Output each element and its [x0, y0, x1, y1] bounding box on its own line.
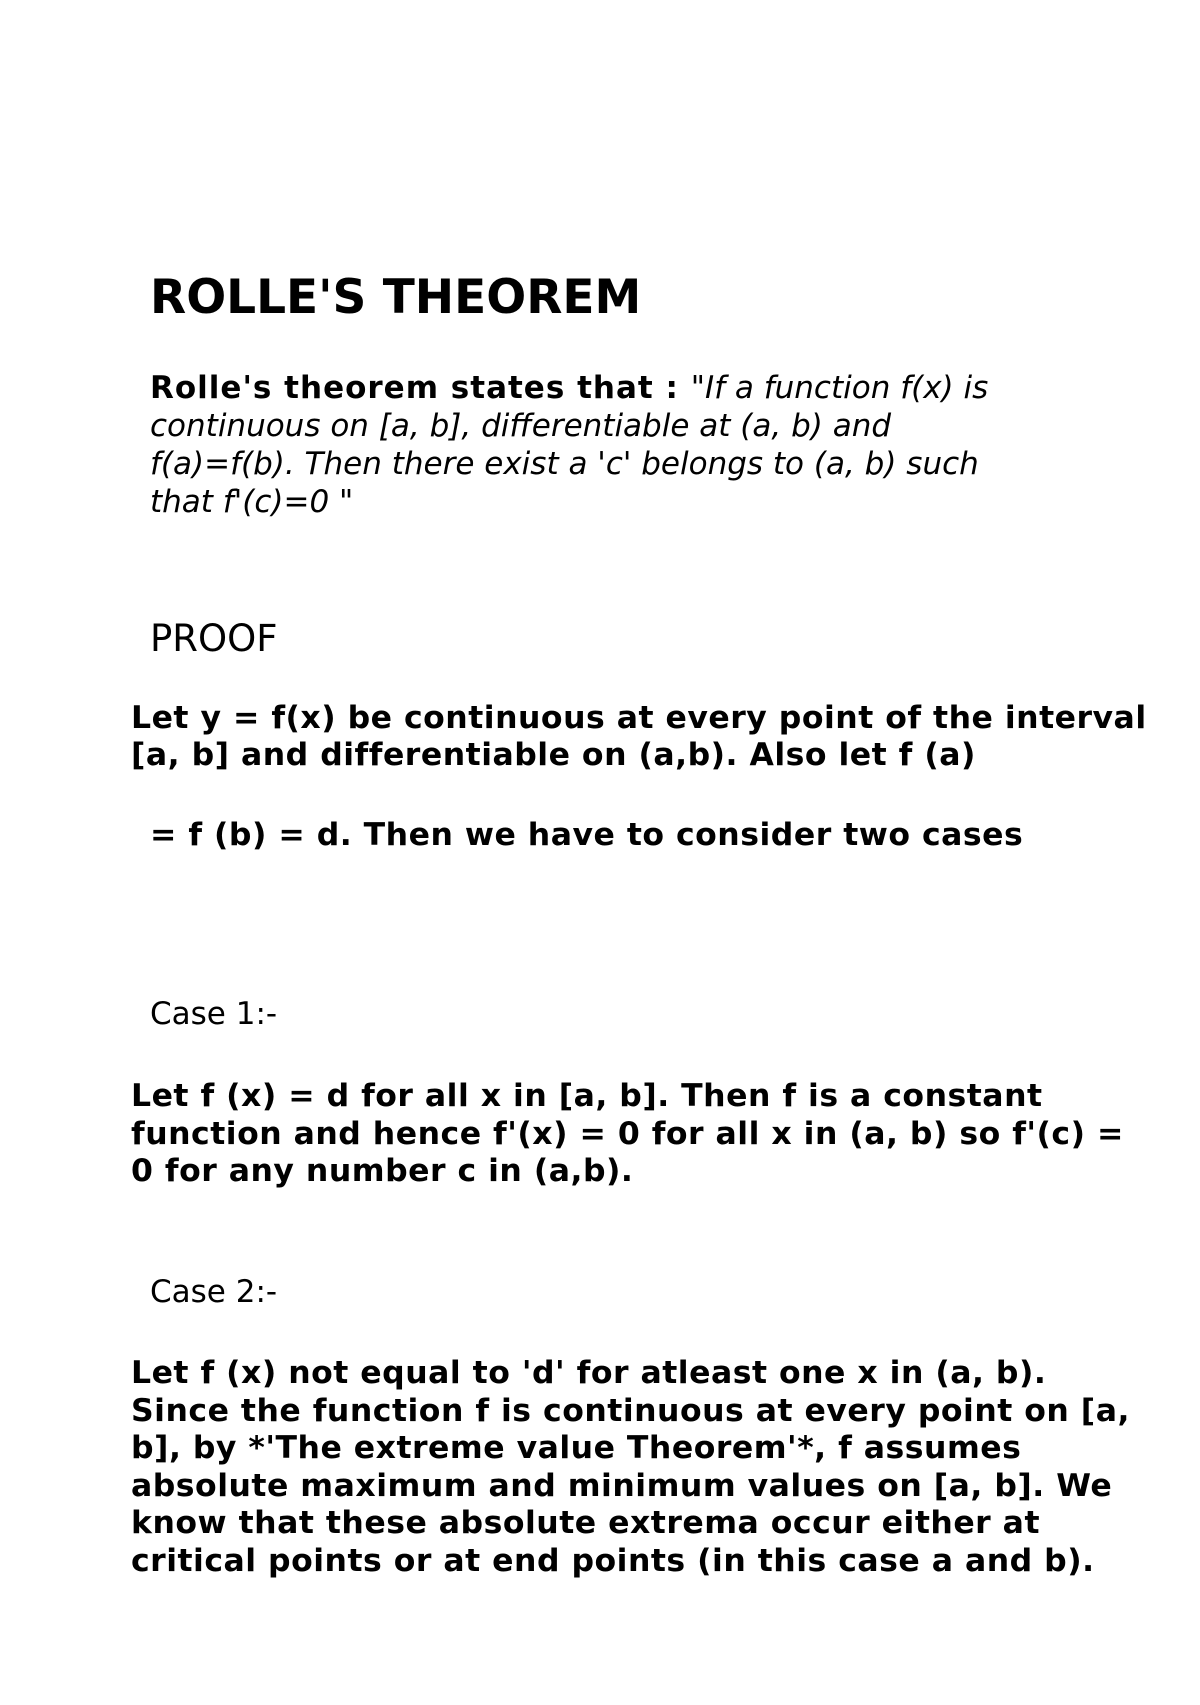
page-title: ROLLE'S THEOREM: [150, 270, 642, 325]
case-2-heading: Case 2:-: [150, 1274, 278, 1310]
proof-heading: PROOF: [150, 617, 278, 660]
case-1-body: Let f (x) = d for all x in [a, b]. Then f is a constant function and hence f'(x) = 0 for all x in (a, b) so f'(c) = 0 for any number c in (a,b).: [131, 1078, 1124, 1189]
case-1-heading: Case 1:-: [150, 996, 278, 1032]
theorem-statement-lead: Rolle's theorem states that :: [150, 370, 691, 406]
theorem-statement-quote: "If a function f(x) is continuous on [a, b], differentiable at (a, b) and f(a)=f(b). Then there exist a 'c' belongs to (a, b) such that f'(c)=0 ": [150, 370, 989, 520]
proof-intro-paragraph: Let y = f(x) be continuous at every point of the interval [a, b] and differentiable on (a,b). Also let f (a): [131, 700, 1147, 773]
proof-intro-continuation: = f (b) = d. Then we have to consider two cases: [150, 817, 1024, 853]
case-2-body: Let f (x) not equal to 'd' for atleast one x in (a, b). Since the function f is continuous at every point on [a, b], by *'The extreme value Theorem'*, f assumes absolute maximum and minimum values on [a, b]. We know that these absolute extrema occur either at critical points or at end points (in this case a and b).: [131, 1355, 1130, 1579]
theorem-statement: [150, 369, 1010, 521]
